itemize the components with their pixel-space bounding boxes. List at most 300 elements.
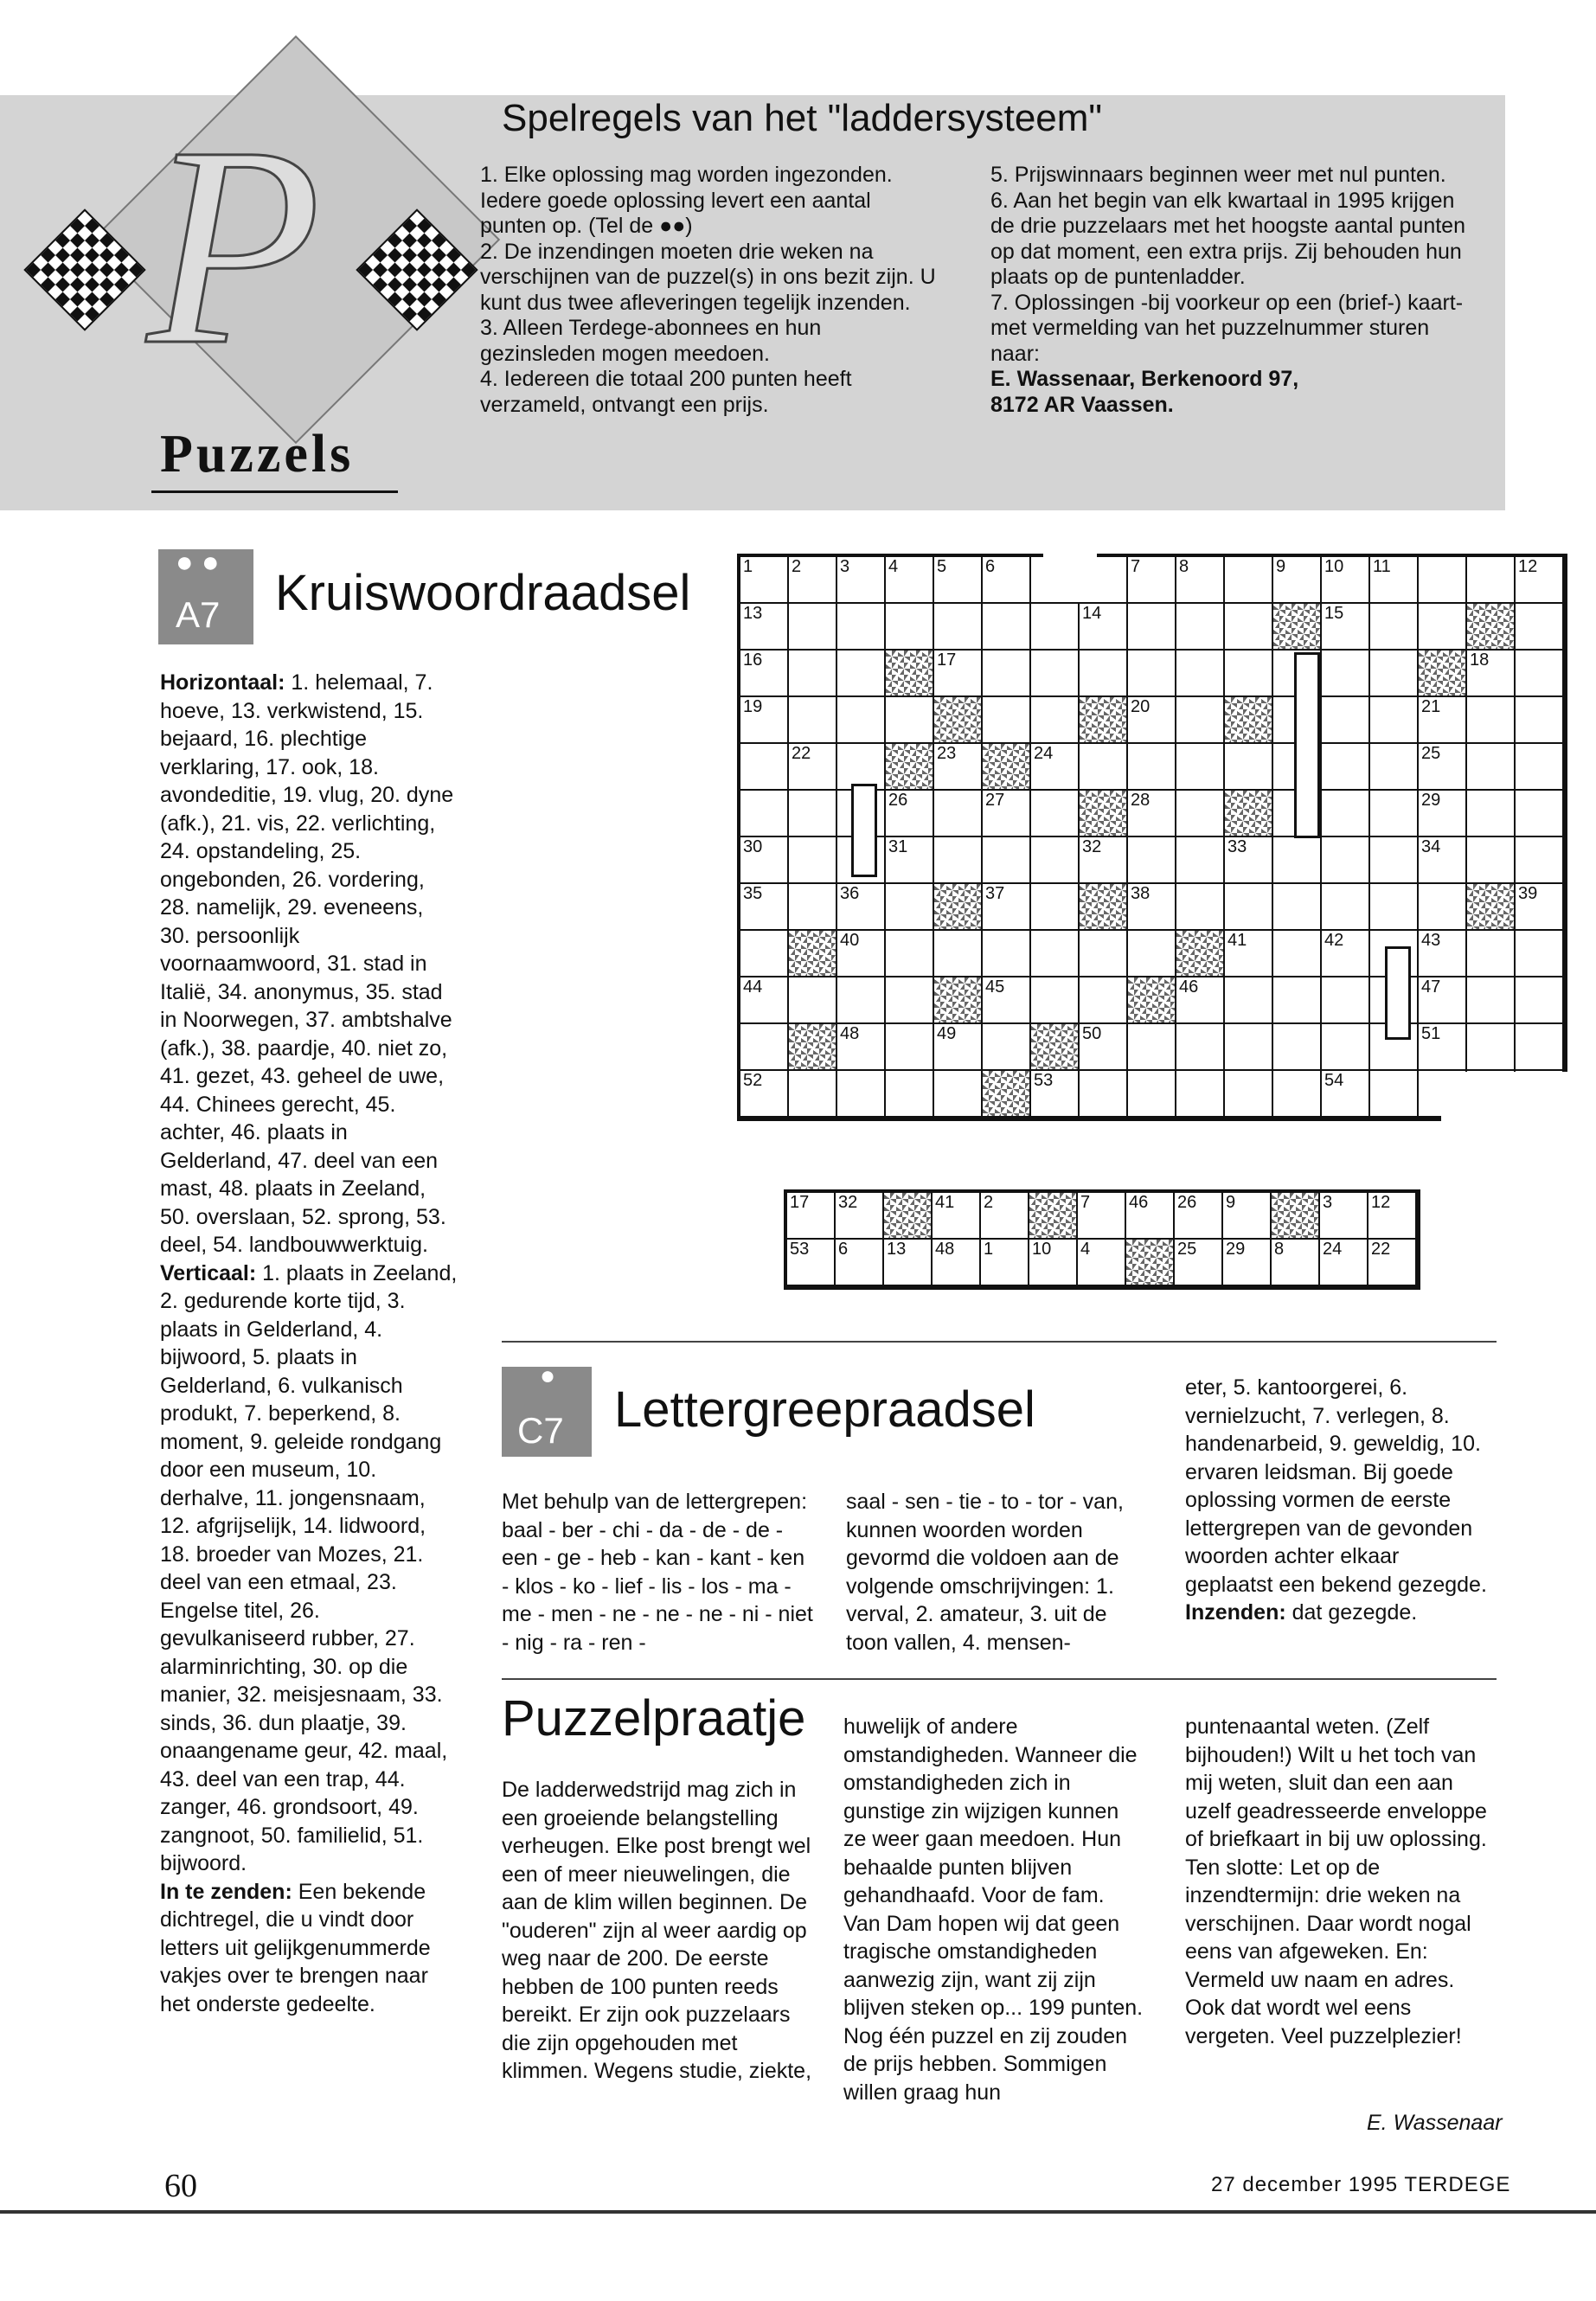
grid-star-cell[interactable] xyxy=(934,977,983,1024)
grid-cell[interactable] xyxy=(886,697,934,744)
solution-cell[interactable] xyxy=(884,1240,933,1286)
grid-star-cell[interactable] xyxy=(983,1071,1031,1118)
grid-cell[interactable] xyxy=(1273,837,1322,884)
horizontaal-clues: 1. helemaal, 7. hoeve, 13. verkwistend, 15. bejaard, 16. plechtige verklaring, 17. ook, 18. avondeditie, 19. vlug, 20. dyne (afk.), 21. vis, 22. verlichting, 24. opstandeling, 25. ongebonden, 26. vordering, 28. namelijk, 29. eveneens, 30. persoonlijk voornaamwoord, 31. stad in Italië, 34. anonymus, 35. stad in Noorwegen, 37. ambtshalve (afk.), 38. paardje, 40. niet zo, 41. gezet, 43. geheel de uwe, 44. Chinees gerecht, 45. achter, 46. plaats in Gelderland, 47. deel van een mast, 48. plaats in Zeeland, 50. overslaan, 52. sprong, 53. deel, 54. landbouwwerktuig. xyxy=(160,670,454,1257)
grid-block-3 xyxy=(1385,946,1411,1040)
grid-cell[interactable] xyxy=(1467,1024,1516,1071)
cell-number: 6 xyxy=(985,557,996,576)
grid-cell[interactable] xyxy=(886,977,934,1024)
solution-number: 9 xyxy=(1226,1193,1236,1212)
grid-cell[interactable] xyxy=(1467,931,1516,977)
solution-cell[interactable] xyxy=(933,1240,981,1286)
grid-cell[interactable] xyxy=(1176,1071,1225,1118)
grid-cell[interactable] xyxy=(837,931,886,977)
grid-cell[interactable] xyxy=(983,651,1031,697)
grid-star-cell[interactable] xyxy=(1419,651,1467,697)
cell-number: 51 xyxy=(1421,1024,1441,1043)
grid-cell[interactable] xyxy=(1516,604,1564,651)
grid-cell[interactable] xyxy=(837,697,886,744)
grid-star-cell[interactable] xyxy=(886,651,934,697)
grid-cell[interactable] xyxy=(1322,744,1370,791)
solution-number: 6 xyxy=(838,1240,849,1259)
cell-number: 19 xyxy=(743,697,763,716)
grid-star-cell[interactable] xyxy=(1467,604,1516,651)
address-line-1: E. Wassenaar, Berkenoord 97, xyxy=(990,367,1299,391)
grid-cell[interactable] xyxy=(1225,744,1273,791)
grid-cell[interactable] xyxy=(1467,791,1516,837)
c7-dots: ● xyxy=(540,1362,556,1390)
grid-cell[interactable] xyxy=(1225,1071,1273,1118)
grid-cell[interactable] xyxy=(1322,884,1370,931)
grid-star-cell[interactable] xyxy=(1225,791,1273,837)
grid-cell[interactable] xyxy=(789,604,837,651)
grid-cell[interactable] xyxy=(1128,604,1176,651)
grid-cell[interactable] xyxy=(740,604,789,651)
address-line-2: 8172 AR Vaassen. xyxy=(990,392,1174,417)
grid-cell[interactable] xyxy=(1516,557,1564,604)
grid-cell[interactable] xyxy=(1225,977,1273,1024)
solution-star-cell[interactable] xyxy=(1029,1193,1078,1240)
cell-number: 11 xyxy=(1373,557,1391,576)
lettergreep-col1: Met behulp van de lettergrepen: baal - ber - chi - da - de - de - een - ge - heb - kan - kant - ken - klos - ko - lief - lis - los - ma - me - men - ne - ne - ne - ni - niet - nig - ra - ren - xyxy=(502,1490,813,1655)
solution-number: 8 xyxy=(1274,1240,1285,1259)
solution-star-cell[interactable] xyxy=(884,1193,933,1240)
grid-cell[interactable] xyxy=(934,791,983,837)
rule-6: 6. Aan het begin van elk kwartaal in 1995 krijgen de drie puzzelaars met het hoogste aantal punten op dat moment, een extra prijs. Zij behouden hun plaats op de puntenladder. xyxy=(990,188,1465,289)
grid-cell[interactable] xyxy=(983,1024,1031,1071)
grid-cell[interactable] xyxy=(1080,1024,1128,1071)
grid-star-cell[interactable] xyxy=(934,884,983,931)
solution-number: 24 xyxy=(1323,1240,1343,1259)
grid-block-1 xyxy=(1294,652,1320,838)
cell-number: 39 xyxy=(1518,884,1538,903)
grid-cell[interactable] xyxy=(1322,977,1370,1024)
grid-cell[interactable] xyxy=(1370,1071,1419,1118)
grid-cell[interactable] xyxy=(789,744,837,791)
grid-cell[interactable] xyxy=(1322,651,1370,697)
grid-cell[interactable] xyxy=(1128,931,1176,977)
grid-cell[interactable] xyxy=(1128,884,1176,931)
grid-cell[interactable] xyxy=(1370,651,1419,697)
grid-cell[interactable] xyxy=(1031,1071,1080,1118)
grid-cell[interactable] xyxy=(886,1024,934,1071)
grid-cell[interactable] xyxy=(1419,1024,1467,1071)
solution-cell[interactable] xyxy=(981,1193,1029,1240)
grid-cell[interactable] xyxy=(1516,837,1564,884)
difficulty-dots: ● ● xyxy=(176,546,220,579)
solution-cell[interactable] xyxy=(1078,1240,1126,1286)
grid-cell[interactable] xyxy=(1322,1024,1370,1071)
page-number: 60 xyxy=(164,2168,197,2204)
solution-cell[interactable] xyxy=(787,1193,836,1240)
grid-cell[interactable] xyxy=(1419,931,1467,977)
solution-cell[interactable] xyxy=(1320,1193,1368,1240)
cell-number: 52 xyxy=(743,1071,763,1090)
solution-cell[interactable] xyxy=(1223,1240,1272,1286)
grid-cell[interactable] xyxy=(983,697,1031,744)
grid-cell[interactable] xyxy=(1419,744,1467,791)
grid-cell[interactable] xyxy=(1225,837,1273,884)
grid-cell[interactable] xyxy=(1176,884,1225,931)
grid-cell[interactable] xyxy=(1225,931,1273,977)
grid-cell[interactable] xyxy=(837,1024,886,1071)
grid-cell[interactable] xyxy=(740,697,789,744)
solution-cell[interactable] xyxy=(1175,1193,1223,1240)
grid-cell[interactable] xyxy=(1419,884,1467,931)
logo-rule xyxy=(151,490,398,493)
cell-number: 28 xyxy=(1131,791,1151,810)
grid-cell[interactable] xyxy=(1176,977,1225,1024)
grid-cell[interactable] xyxy=(789,884,837,931)
cell-number: 16 xyxy=(743,651,763,670)
solution-number: 41 xyxy=(935,1193,955,1212)
grid-cell[interactable] xyxy=(789,697,837,744)
grid-cell[interactable] xyxy=(740,651,789,697)
grid-cell[interactable] xyxy=(1176,557,1225,604)
grid-cell[interactable] xyxy=(789,837,837,884)
grid-cell[interactable] xyxy=(1419,837,1467,884)
grid-cell[interactable] xyxy=(1467,744,1516,791)
cell-number: 44 xyxy=(743,977,763,997)
solution-number: 12 xyxy=(1371,1193,1391,1212)
grid-cell[interactable] xyxy=(1370,884,1419,931)
grid-cell[interactable] xyxy=(934,931,983,977)
grid-cell[interactable] xyxy=(1370,744,1419,791)
grid-cell[interactable] xyxy=(837,977,886,1024)
solution-cell[interactable] xyxy=(836,1240,884,1286)
grid-notch xyxy=(1043,554,1097,602)
cell-number: 10 xyxy=(1324,557,1344,576)
solution-cell[interactable] xyxy=(1126,1193,1175,1240)
grid-cell[interactable] xyxy=(886,557,934,604)
grid-cell[interactable] xyxy=(1322,604,1370,651)
grid-cell[interactable] xyxy=(1419,977,1467,1024)
grid-star-cell[interactable] xyxy=(1080,791,1128,837)
grid-cell[interactable] xyxy=(1176,791,1225,837)
grid-cell[interactable] xyxy=(1031,697,1080,744)
grid-cell[interactable] xyxy=(1031,651,1080,697)
grid-cell[interactable] xyxy=(1031,604,1080,651)
grid-cell[interactable] xyxy=(1322,791,1370,837)
cell-number: 4 xyxy=(888,557,899,576)
grid-cell[interactable] xyxy=(886,1071,934,1118)
solution-number: 48 xyxy=(935,1240,955,1259)
grid-cell[interactable] xyxy=(886,837,934,884)
grid-cell[interactable] xyxy=(1225,1024,1273,1071)
cell-number: 40 xyxy=(840,931,860,950)
crossword-grid[interactable] xyxy=(737,554,1567,1121)
cell-number: 47 xyxy=(1421,977,1441,997)
c7-badge xyxy=(502,1362,592,1457)
grid-cell[interactable] xyxy=(740,931,789,977)
grid-cell[interactable] xyxy=(1370,697,1419,744)
verticaal-label: Verticaal: xyxy=(160,1260,257,1285)
grid-cell[interactable] xyxy=(1176,697,1225,744)
solution-cell[interactable] xyxy=(981,1240,1029,1286)
grid-cell[interactable] xyxy=(1273,884,1322,931)
grid-cell[interactable] xyxy=(983,604,1031,651)
solution-cell[interactable] xyxy=(1029,1240,1078,1286)
praatje-col2: huwelijk of andere omstandigheden. Wanneer die omstandigheden zich in gunstige zin wijzigen kunnen ze weer gaan meedoen. Hun behaalde punten blijven gehandhaafd. Voor de fam. Van Dam hopen wij dat geen tragische omstandigheden aanwezig zijn, want zij zijn blijven steken op... 199 punten. Nog één puzzel en zij zouden de prijs hebben. Sommigen willen graag hun xyxy=(843,1715,1144,2105)
grid-cell[interactable] xyxy=(1467,651,1516,697)
grid-cell[interactable] xyxy=(1031,837,1080,884)
grid-cell[interactable] xyxy=(1176,651,1225,697)
inzenden-text: Een bekende dichtregel, die u vindt door letters uit gelijkgenummerde vakjes over te brengen naar het onderste gedeelte. xyxy=(160,1879,431,2016)
grid-cell[interactable] xyxy=(740,977,789,1024)
grid-star-cell[interactable] xyxy=(1128,977,1176,1024)
solution-cell[interactable] xyxy=(1320,1240,1368,1286)
grid-cell[interactable] xyxy=(837,1071,886,1118)
rule-1: 1. Elke oplossing mag worden ingezonden. Iedere goede oplossing levert een aantal punten op. (Tel de ●●) xyxy=(480,163,893,238)
grid-star-cell[interactable] xyxy=(789,931,837,977)
solution-cell[interactable] xyxy=(933,1193,981,1240)
grid-cell[interactable] xyxy=(1031,931,1080,977)
grid-cell[interactable] xyxy=(740,837,789,884)
grid-cell[interactable] xyxy=(934,604,983,651)
grid-star-cell[interactable] xyxy=(886,744,934,791)
solution-cell[interactable] xyxy=(1078,1193,1126,1240)
solution-cell[interactable] xyxy=(787,1240,836,1286)
cell-number: 18 xyxy=(1470,651,1490,670)
grid-cell[interactable] xyxy=(886,604,934,651)
grid-cell[interactable] xyxy=(934,744,983,791)
solution-cell[interactable] xyxy=(836,1193,884,1240)
grid-cell[interactable] xyxy=(1467,837,1516,884)
grid-cell[interactable] xyxy=(1080,837,1128,884)
grid-cell[interactable] xyxy=(1516,791,1564,837)
cell-number: 31 xyxy=(888,837,908,856)
grid-cell[interactable] xyxy=(740,791,789,837)
cell-number: 41 xyxy=(1227,931,1247,950)
solution-number: 25 xyxy=(1177,1240,1197,1259)
grid-cell[interactable] xyxy=(1080,651,1128,697)
cell-number: 38 xyxy=(1131,884,1151,903)
grid-cell[interactable] xyxy=(934,651,983,697)
grid-cell[interactable] xyxy=(1419,697,1467,744)
lettergreep-inzenden: dat gezegde. xyxy=(1292,1600,1418,1625)
grid-bottom-gap-right xyxy=(1441,1072,1567,1121)
grid-cell[interactable] xyxy=(1516,931,1564,977)
grid-cell[interactable] xyxy=(789,1071,837,1118)
cell-number: 12 xyxy=(1518,557,1538,576)
grid-cell[interactable] xyxy=(1467,557,1516,604)
grid-cell[interactable] xyxy=(1031,791,1080,837)
grid-cell[interactable] xyxy=(1176,1024,1225,1071)
grid-cell[interactable] xyxy=(1273,557,1322,604)
grid-cell[interactable] xyxy=(983,977,1031,1024)
grid-cell[interactable] xyxy=(1128,651,1176,697)
grid-cell[interactable] xyxy=(1128,697,1176,744)
cell-number: 5 xyxy=(937,557,947,576)
grid-cell[interactable] xyxy=(740,744,789,791)
kruiswoord-clues xyxy=(160,669,458,2018)
grid-cell[interactable] xyxy=(1031,744,1080,791)
rules-title: Spelregels van het "laddersysteem" xyxy=(502,97,1103,139)
cell-number: 17 xyxy=(937,651,957,670)
solution-number: 7 xyxy=(1080,1193,1091,1212)
grid-cell[interactable] xyxy=(1176,837,1225,884)
grid-cell[interactable] xyxy=(1516,744,1564,791)
grid-cell[interactable] xyxy=(1031,884,1080,931)
section-divider-1 xyxy=(502,1341,1497,1343)
grid-cell[interactable] xyxy=(1080,1071,1128,1118)
grid-star-cell[interactable] xyxy=(1467,884,1516,931)
grid-cell[interactable] xyxy=(983,557,1031,604)
grid-cell[interactable] xyxy=(1080,744,1128,791)
grid-cell[interactable] xyxy=(1273,931,1322,977)
cell-number: 20 xyxy=(1131,697,1151,716)
grid-cell[interactable] xyxy=(1128,791,1176,837)
cell-number: 45 xyxy=(985,977,1005,997)
grid-cell[interactable] xyxy=(1273,1071,1322,1118)
grid-cell[interactable] xyxy=(789,977,837,1024)
grid-cell[interactable] xyxy=(1225,651,1273,697)
grid-cell[interactable] xyxy=(1273,977,1322,1024)
grid-star-cell[interactable] xyxy=(789,1024,837,1071)
grid-cell[interactable] xyxy=(740,557,789,604)
issue-date: 27 december 1995 TERDEGE xyxy=(1211,2173,1511,2196)
grid-cell[interactable] xyxy=(886,884,934,931)
grid-cell[interactable] xyxy=(1370,604,1419,651)
lettergreep-col3 xyxy=(1185,1374,1488,1627)
cell-number: 30 xyxy=(743,837,763,856)
grid-star-cell[interactable] xyxy=(1225,697,1273,744)
praatje-col3: puntenaantal weten. (Zelf bijhouden!) Wilt u het toch van mij weten, sluit dan een aan uzelf geadresseerde enveloppe of briefkaart in bij uw oplossing. Ten slotte: Let op de inzendtermijn: drie weken na verschijnen. Daar wordt nogal eens van afgeweken. En: Vermeld uw naam en adres. Ook dat wordt wel eens vergeten. Veel puzzelplezier! xyxy=(1185,1715,1487,2048)
rule-4: 4. Iedereen die totaal 200 punten heeft verzameld, ontvangt een prijs. xyxy=(480,367,852,417)
rule-2: 2. De inzendingen moeten drie weken na verschijnen van de puzzel(s) in ons bezit zijn. U kunt dus twee afleveringen tegelijk inzenden. xyxy=(480,239,936,315)
solution-number: 1 xyxy=(984,1240,994,1259)
grid-cell[interactable] xyxy=(1370,791,1419,837)
grid-cell[interactable] xyxy=(789,651,837,697)
grid-cell[interactable] xyxy=(1080,931,1128,977)
grid-cell[interactable] xyxy=(934,837,983,884)
grid-cell[interactable] xyxy=(1080,604,1128,651)
grid-cell[interactable] xyxy=(1225,557,1273,604)
solution-number: 22 xyxy=(1371,1240,1391,1259)
grid-cell[interactable] xyxy=(1176,744,1225,791)
grid-star-cell[interactable] xyxy=(1031,1024,1080,1071)
grid-cell[interactable] xyxy=(1225,604,1273,651)
inzenden-label: In te zenden: xyxy=(160,1879,292,1904)
grid-cell[interactable] xyxy=(1516,697,1564,744)
cell-number: 36 xyxy=(840,884,860,903)
grid-cell[interactable] xyxy=(934,1024,983,1071)
grid-cell[interactable] xyxy=(1516,884,1564,931)
grid-cell[interactable] xyxy=(1370,837,1419,884)
grid-cell[interactable] xyxy=(1467,697,1516,744)
grid-cell[interactable] xyxy=(789,791,837,837)
solution-cell[interactable] xyxy=(1368,1193,1417,1240)
solution-number: 29 xyxy=(1226,1240,1246,1259)
grid-star-cell[interactable] xyxy=(934,697,983,744)
grid-cell[interactable] xyxy=(1176,604,1225,651)
cell-number: 29 xyxy=(1421,791,1441,810)
solution-star-cell[interactable] xyxy=(1272,1193,1320,1240)
grid-cell[interactable] xyxy=(837,557,886,604)
grid-cell[interactable] xyxy=(983,837,1031,884)
solution-number: 4 xyxy=(1080,1240,1091,1259)
grid-cell[interactable] xyxy=(1322,697,1370,744)
grid-cell[interactable] xyxy=(1322,1071,1370,1118)
logo-letter: P xyxy=(147,88,322,404)
grid-cell[interactable] xyxy=(1225,884,1273,931)
grid-cell[interactable] xyxy=(837,884,886,931)
a7-badge xyxy=(158,546,253,644)
grid-cell[interactable] xyxy=(983,931,1031,977)
solution-cell[interactable] xyxy=(1368,1240,1417,1286)
solution-star-cell[interactable] xyxy=(1126,1240,1175,1286)
grid-cell[interactable] xyxy=(1031,977,1080,1024)
grid-star-cell[interactable] xyxy=(1176,931,1225,977)
grid-cell[interactable] xyxy=(1322,557,1370,604)
solution-cell[interactable] xyxy=(1223,1193,1272,1240)
grid-cell[interactable] xyxy=(1370,557,1419,604)
grid-cell[interactable] xyxy=(1128,1071,1176,1118)
grid-cell[interactable] xyxy=(1516,977,1564,1024)
grid-star-cell[interactable] xyxy=(983,744,1031,791)
grid-cell[interactable] xyxy=(934,557,983,604)
grid-cell[interactable] xyxy=(1128,744,1176,791)
cell-number: 24 xyxy=(1034,744,1054,763)
cell-number: 8 xyxy=(1179,557,1189,576)
grid-cell[interactable] xyxy=(983,791,1031,837)
grid-cell[interactable] xyxy=(740,1071,789,1118)
grid-cell[interactable] xyxy=(886,931,934,977)
grid-cell[interactable] xyxy=(1273,1024,1322,1071)
grid-cell[interactable] xyxy=(837,604,886,651)
solution-strip[interactable] xyxy=(784,1189,1420,1290)
grid-cell[interactable] xyxy=(1322,837,1370,884)
grid-cell[interactable] xyxy=(1128,557,1176,604)
rules-left xyxy=(480,163,939,418)
puzzle-code: A7 xyxy=(176,594,221,635)
grid-cell[interactable] xyxy=(740,1024,789,1071)
grid-cell[interactable] xyxy=(1419,557,1467,604)
grid-cell[interactable] xyxy=(983,884,1031,931)
grid-star-cell[interactable] xyxy=(1080,884,1128,931)
grid-star-cell[interactable] xyxy=(1273,604,1322,651)
cell-number: 42 xyxy=(1324,931,1344,950)
cell-number: 54 xyxy=(1324,1071,1344,1090)
grid-cell[interactable] xyxy=(934,1071,983,1118)
cell-number: 26 xyxy=(888,791,908,810)
cell-number: 46 xyxy=(1179,977,1199,997)
grid-cell[interactable] xyxy=(1128,1024,1176,1071)
grid-cell[interactable] xyxy=(1516,651,1564,697)
grid-cell[interactable] xyxy=(1467,977,1516,1024)
grid-cell[interactable] xyxy=(1128,837,1176,884)
grid-cell[interactable] xyxy=(1419,604,1467,651)
grid-cell[interactable] xyxy=(837,651,886,697)
grid-cell[interactable] xyxy=(1516,1024,1564,1071)
cell-number: 21 xyxy=(1421,697,1441,716)
horizontaal-label: Horizontaal: xyxy=(160,670,285,695)
signature: E. Wassenaar xyxy=(1367,2111,1503,2135)
solution-cell[interactable] xyxy=(1272,1240,1320,1286)
grid-cell[interactable] xyxy=(1080,977,1128,1024)
grid-cell[interactable] xyxy=(789,557,837,604)
section-divider-2 xyxy=(502,1678,1497,1680)
grid-cell[interactable] xyxy=(886,791,934,837)
grid-cell[interactable] xyxy=(1419,791,1467,837)
grid-cell[interactable] xyxy=(740,884,789,931)
grid-star-cell[interactable] xyxy=(1080,697,1128,744)
solution-number: 17 xyxy=(790,1193,810,1212)
solution-cell[interactable] xyxy=(1175,1240,1223,1286)
grid-cell[interactable] xyxy=(1322,931,1370,977)
cell-number: 43 xyxy=(1421,931,1441,950)
cell-number: 14 xyxy=(1082,604,1102,623)
